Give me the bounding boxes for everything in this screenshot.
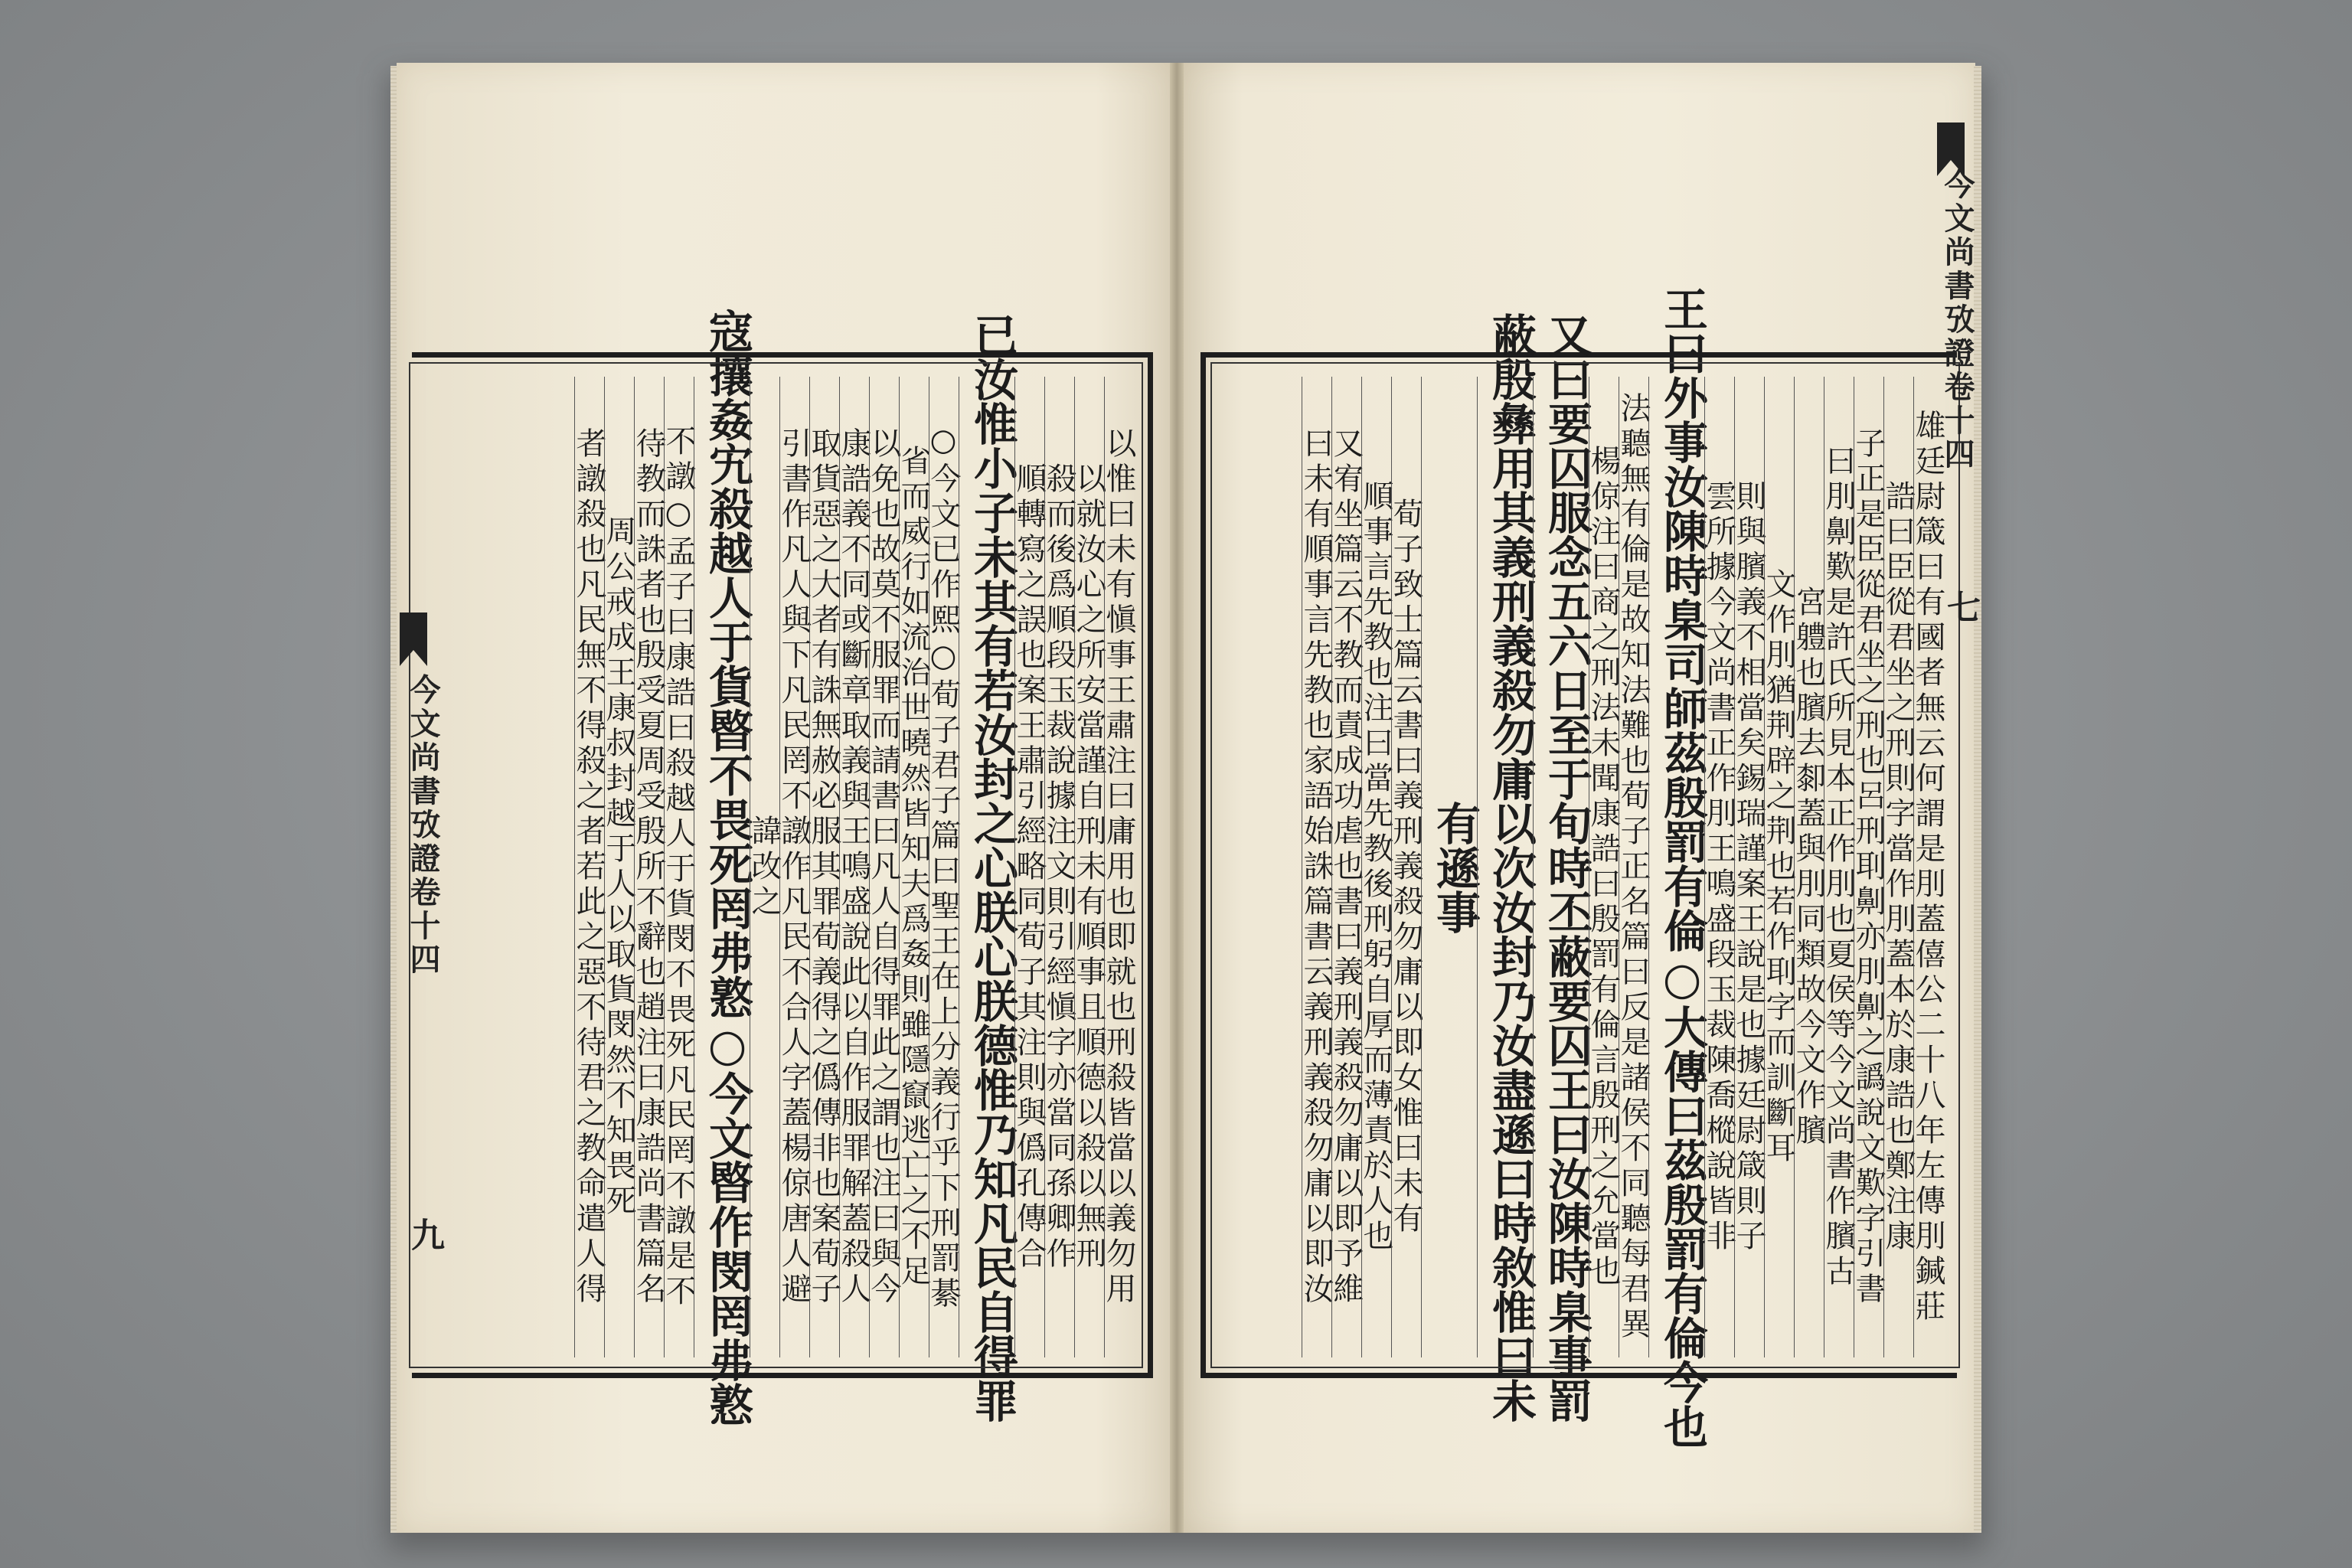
text-column: 以免也故莫不服罪而請書曰凡人自得罪此之謂也注曰與今 — [869, 377, 899, 1357]
text-column: 周公戒成王康叔封越于人以取貨閔然不知畏死 — [604, 377, 634, 1357]
text-column: 順轉寫之誤也案王肅引經略同荀子其注則與僞孔傳合 — [1014, 377, 1044, 1357]
text-column: 楊倞注曰商之刑法未聞康誥曰殷罰有倫言殷刑之允當也 — [1589, 377, 1619, 1357]
text-column: 以惟曰未有愼事王肅注曰庸用也即就也刑殺皆當以義勿用 — [1104, 377, 1134, 1357]
text-column: 已汝惟小子未其有若汝封之心朕心朕德惟乃知凡民自得罪 — [959, 377, 1014, 1357]
text-column: 康誥義不同或斷章取義與王鳴盛說此以自作服罪解蓋殺人 — [839, 377, 869, 1357]
text-column: 又宥坐篇云不教而責成功虐也書曰義刑義殺勿庸以即予維 — [1331, 377, 1361, 1357]
text-column: 文作刖猶荆辟之荆也若作刵字而訓斷耳 — [1764, 377, 1794, 1357]
text-column: 又曰要囚服念五六日至于旬時丕蔽要囚王曰汝陳時臬事罰 — [1533, 377, 1589, 1357]
text-column: 王曰外事汝陳時臬司師茲殷罰有倫○大傳曰茲殷罰有倫今也 — [1648, 377, 1704, 1357]
right-fold-title: 今文尚書攷證卷十四 — [1939, 168, 1975, 472]
right-fold-margin — [1931, 115, 1980, 727]
left-text-frame — [412, 308, 1153, 1426]
text-column: ○今文已作熙○荀子君子篇曰聖王在上分義行乎下刑罰綦 — [929, 377, 959, 1357]
text-column: 以就汝心之所安當謹自刑未有順事且順德以殺以無刑 — [1074, 377, 1104, 1357]
text-column: 荀子致士篇云書曰義刑義殺勿庸以即女惟曰未有 — [1391, 377, 1421, 1357]
text-column: 省而威行如流治世曉然皆知夫爲姦則雖隱竄逃亡之不足 — [899, 377, 929, 1357]
text-column: 引書作凡人與下凡民罔不譈作凡民不合人字蓋楊倞唐人避 — [779, 377, 809, 1357]
left-page-number: 九 — [405, 1217, 444, 1251]
text-column: 諱改之 — [750, 377, 779, 1357]
right-columns — [1220, 286, 1945, 1449]
text-column: 有遜事 — [1421, 377, 1477, 1357]
text-column: 順事言先教也注曰當先教後刑躬自厚而薄責於人也 — [1361, 377, 1391, 1357]
right-text-frame — [1200, 286, 1957, 1449]
text-column: 雲所據今文尚書正作刖王鳴盛段玉裁陳喬樅說皆非 — [1704, 377, 1734, 1357]
text-column: 法聽無有倫是故知法難也荀子正名篇曰反是諸侯不同聽每君異 — [1619, 377, 1648, 1357]
text-column: 雄廷尉箴曰有國者無云何謂是刖蓋僖公二十八年左傳刖鍼莊 — [1913, 377, 1943, 1357]
right-page-number: 七 — [1941, 590, 1980, 623]
text-column: 殺而後爲順段玉裁說據注文則引經愼字亦當同孫卿作 — [1044, 377, 1074, 1357]
text-column: 子正是臣從君坐之刑也呂刑刵劓亦刖劓之譌說文歎字引書 — [1854, 377, 1883, 1357]
book-gutter — [1170, 63, 1184, 1533]
text-column: 不譈○孟子曰康誥曰殺越人于貨閔不畏死凡民罔不譈是不 — [664, 377, 694, 1357]
left-columns — [426, 308, 1136, 1426]
text-column: 待教而誅者也殷受夏周受殷所不辭也趙注曰康誥尚書篇名 — [634, 377, 664, 1357]
left-fold-title: 今文尚書攷證卷十四 — [405, 674, 441, 977]
text-column: 蔽殷彝用其義刑義殺勿庸以次汝封乃汝盡遜曰時敘惟曰未 — [1477, 377, 1533, 1357]
text-column: 寇攘姦宄殺越人于貨暋不畏死罔弗憝○今文暋作閔罔弗憝 — [694, 377, 750, 1357]
fishtail-mark — [400, 612, 427, 666]
text-column: 宮軆也臏去厀蓋與刖同類故今文作臏 — [1794, 377, 1824, 1357]
text-column: 曰刖劓歎是許氏所見本正作刖也夏侯等今文尚書作臏古 — [1824, 377, 1854, 1357]
text-column: 則與臏義不相當矣錫瑞謹案王說是也據廷尉箴則子 — [1734, 377, 1764, 1357]
left-fold-margin — [397, 352, 444, 1378]
text-column: 取貨惡之大者有誅無赦必服其罪荀義得之僞傳非也案荀子 — [809, 377, 839, 1357]
text-column: 誥曰臣從君坐之刑則字當作刖蓋本於康誥也鄭注康 — [1883, 377, 1913, 1357]
text-column: 曰未有順事言先教也家語始誅篇書云義刑義殺勿庸以即汝 — [1302, 377, 1331, 1357]
text-column: 者譈殺也凡民無不得殺之者若此之惡不待君之教命遣人得 — [574, 377, 604, 1357]
